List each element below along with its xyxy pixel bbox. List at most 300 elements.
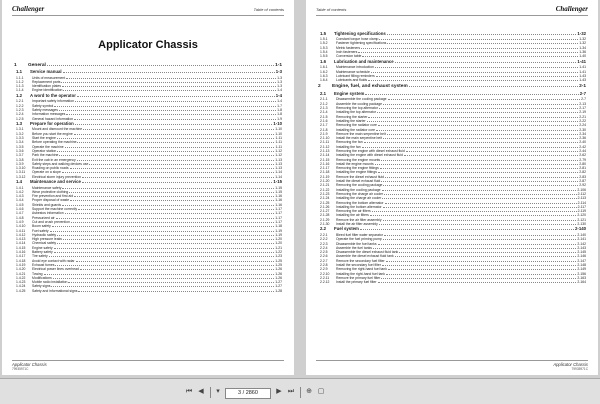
toc-entry-page: 1-3 (277, 75, 282, 80)
toc-entry-title: Tire safety (32, 254, 48, 259)
toc-entry-title: Boom safety (32, 224, 51, 229)
toc-entry-page: 2-148 (577, 263, 586, 268)
toc-leader-dots (406, 148, 578, 152)
toc-entry-page: 1-11 (275, 136, 282, 141)
toc-entry-title: Maintenance safety (32, 185, 62, 190)
toc-leader-dots (383, 183, 578, 187)
toc-leader-dots (63, 69, 275, 73)
toc-entry-page: 2-92 (579, 183, 586, 188)
toc-entry-number: 2.2.3 (320, 241, 328, 246)
toc-entry-page: 1-28 (275, 288, 282, 293)
toc-leader-dots (375, 161, 579, 165)
toc-leader-dots (63, 88, 276, 92)
toc-entry-title: Before operating the machine (32, 140, 77, 145)
toc-entry-title: Cut and crush prevention (32, 219, 70, 224)
table-of-contents (14, 60, 282, 292)
toc-entry-number: 1.4.10 (16, 224, 26, 229)
toc-leader-dots (50, 228, 275, 232)
toc-entry-page: 1-26 (275, 271, 282, 276)
toc-leader-dots (384, 191, 576, 195)
toc-entry-title: Installing the radiator core (336, 127, 376, 132)
toc-leader-dots (395, 59, 577, 63)
right-page (306, 0, 598, 375)
toc-entry-title: Metric fasteners (336, 45, 361, 50)
toc-entry-number: 2.2.10 (320, 271, 330, 276)
toc-entry-number: 2.1.27 (320, 209, 330, 214)
toc-entry-number: 2.1.12 (320, 144, 330, 149)
toc-entry-number: 2.1.23 (320, 191, 330, 196)
toc-entry-page: 2-83 (579, 174, 586, 179)
toc-entry-number: 2.2.9 (320, 267, 328, 272)
toc-entry-title: Assemble the fuel tanks (336, 245, 372, 250)
toc-entry-page: 1-17 (275, 215, 282, 220)
toc-entry-title: Conversion table (336, 54, 362, 59)
footer-code: 79935971C (12, 367, 29, 371)
toc-entry-title: Fuel safety (32, 228, 49, 233)
toc-entry-number: 1.4.6 (16, 207, 24, 212)
toc-entry-number: 1.1.3 (16, 84, 24, 89)
toc-entry-number: 1.4.11 (16, 228, 26, 233)
toc-entry-number: 1.4.23 (16, 280, 26, 285)
toc-entry-title: Remove the diesel exhaust fluid (336, 174, 385, 179)
toc-leader-dots (51, 284, 274, 288)
toc-leader-dots (52, 224, 274, 228)
toc-leader-dots (68, 280, 274, 284)
toc-leader-dots (89, 161, 274, 165)
toc-entry-title: Removing the engine with diesel exhaust fluid (336, 149, 405, 153)
toc-entry-title: Removing the engine mounts (336, 157, 381, 162)
toc-entry-title: Removing the fan (336, 140, 363, 145)
toc-entry-title: General hazard information (32, 116, 74, 121)
toc-entry-title: Removing the right-hand fuel tank (336, 267, 387, 272)
toc-entry-page: 2-147 (577, 258, 586, 263)
toc-entry-page: 1-3 (277, 84, 282, 89)
toc-entry-number: 1.6.4 (320, 78, 328, 83)
toc-entry-number: 1.2.5 (16, 116, 24, 121)
toc-entry-title: Modifications (32, 275, 52, 280)
toc-entry-title: Installing the right-hand fuel tank (336, 271, 386, 276)
toc-entry-number: 1.3.4 (16, 140, 24, 145)
toc-leader-dots (409, 84, 578, 88)
toc-entry-page: 2-44 (579, 149, 586, 153)
toc-entry-page: 2-149 (577, 267, 586, 272)
toc-entry-page: 2-146 (577, 254, 586, 259)
header-label: Table of contents (253, 7, 284, 12)
toc-leader-dots (362, 144, 579, 148)
toc-entry-title: Removing the top alternator (336, 106, 378, 111)
toc-entry-title: Identification plates (32, 84, 62, 89)
toc-entry-page: 1-7 (277, 103, 282, 108)
toc-entry-title: Removing the air filters (336, 209, 371, 214)
toc-entry[interactable] (14, 88, 282, 92)
toc-entry-title: Mobile radio installation (32, 280, 68, 285)
toc-entry-number: 1.4.13 (16, 237, 26, 242)
toc-entry-page: 1-41 (579, 65, 586, 70)
toc-entry-page: 1-15 (275, 189, 282, 194)
last-page-icon[interactable]: ⏭ (287, 388, 295, 395)
toc-entry-title: A word to the operator (30, 92, 76, 98)
toc-entry-page: 1-40 (579, 54, 586, 59)
toc-leader-dots (63, 237, 274, 241)
toc-entry-number: 1.4.8 (16, 215, 24, 220)
toc-entry-page: 1-3 (275, 68, 282, 74)
toc-entry-page: 2-21 (579, 114, 586, 119)
toc-entry-number: 2.1.6 (320, 118, 328, 123)
toc-leader-dots (375, 65, 578, 69)
toc-entry-page: 1-16 (275, 194, 282, 199)
toc-entry-title: Asbestos information (32, 211, 64, 216)
toc-leader-dots (74, 194, 274, 198)
toc-entry-page: 1-15 (273, 179, 282, 184)
toc-entry-number: 2.2.12 (320, 280, 330, 285)
toc-entry-title: Prepare for operation (30, 120, 74, 126)
toc-entry-page: 2-62 (579, 153, 586, 158)
toc-entry-number: 2.1.5 (320, 114, 328, 119)
toc-leader-dots (387, 41, 578, 45)
toc-entry-page: 2-143 (577, 245, 586, 250)
brand-logo: Challenger (555, 5, 588, 13)
toc-leader-dots (381, 275, 576, 279)
toc-entry-title: Fuel system (334, 226, 359, 232)
toc-entry-number: 1.2.1 (16, 99, 24, 104)
toc-entry-title: Installing the fan (336, 144, 361, 149)
toc-entry-number: 2 (318, 84, 321, 90)
toc-entry-page: 1-10 (275, 127, 282, 132)
toc-entry-number: 2.1.9 (320, 131, 328, 136)
toc-leader-dots (69, 189, 274, 193)
toc-entry-title: Maintenance introduction (336, 65, 374, 70)
toc-leader-dots (361, 45, 578, 49)
toc-entry-title: Before you start the engine (32, 131, 73, 136)
toc-entry-page: 2-142 (577, 241, 586, 246)
toc-entry-page: 2-156 (577, 271, 586, 276)
toc-entry-number: 2.2.2 (320, 237, 328, 242)
page-number-field[interactable]: 3 / 2860 (225, 388, 271, 399)
toc-entry-title: Safety signs (32, 284, 51, 289)
toc-entry-number: 2.2 (320, 226, 326, 232)
toc-entry-title: Constant torque hose clamp (336, 37, 379, 42)
toc-entry-title: Lubricants and fluids (336, 78, 368, 83)
toc-entry-title: Roading on public roads (32, 166, 69, 171)
toc-entry-page: 2-164 (577, 280, 586, 285)
toc-entry-title: Install the primary fuel filter (336, 280, 377, 285)
toc-entry-title: Installing the engine fittings (336, 170, 377, 175)
toc-leader-dots (82, 179, 273, 183)
toc-entry-page: 2-117 (577, 204, 586, 209)
toc-entry-title: Removing the cooling package (336, 183, 383, 188)
toc-entry-page: 2-22 (579, 118, 586, 123)
toc-entry-number: 2.1.15 (320, 157, 330, 162)
toc-entry-number: 2.1.13 (320, 149, 330, 153)
toc-entry-title: Battery safety (32, 250, 53, 255)
toc-leader-dots (62, 84, 276, 88)
fit-page-icon[interactable]: ▢ (317, 388, 325, 395)
toc-leader-dots (382, 196, 576, 200)
toc-entry-number: 1.3.12 (16, 174, 26, 179)
first-page-icon[interactable]: ⏮ (185, 388, 193, 395)
toc-entry-title: Safety steps and walking devices use (32, 161, 89, 166)
toc-leader-dots (57, 241, 274, 245)
toc-leader-dots (54, 245, 275, 249)
toc-entry-page: 1-11 (275, 144, 282, 149)
toc-entry-title: Electrical power lines overhead (32, 267, 79, 272)
toc-entry-page: 1-8 (277, 107, 282, 112)
toc-entry-page: 1-41 (577, 58, 586, 64)
toc-entry-title: Install the main serpentine belt (336, 136, 382, 141)
toc-entry-title: Removing the charge air cooler (336, 191, 384, 196)
toc-entry-page: 1-19 (275, 232, 282, 237)
toc-entry-number: 1.2.4 (16, 112, 24, 117)
toc-leader-dots (55, 262, 274, 266)
toolbar-divider (300, 387, 301, 398)
toc-leader-dots (358, 49, 578, 53)
toc-entry-page: 1-36 (579, 50, 586, 55)
toc-entry-page: 2-1 (579, 84, 586, 90)
toc-leader-dots (368, 78, 578, 82)
toc-entry-number: 2.2.5 (320, 250, 328, 255)
toc-entry[interactable] (318, 54, 586, 58)
toc-entry-number: 2.1.22 (320, 187, 330, 192)
toc-leader-dots (379, 37, 578, 41)
toc-entry[interactable] (14, 174, 282, 178)
toc-leader-dots (385, 200, 577, 204)
toc-leader-dots (57, 135, 275, 139)
toc-leader-dots (76, 258, 275, 262)
toc-entry-number: 1.4.19 (16, 262, 26, 267)
toc-leader-dots (54, 103, 276, 107)
toc-entry-number: 1.4.5 (16, 202, 24, 207)
toc-entry-title: Electrical storm injury prevention (32, 174, 81, 179)
toc-entry-number: 1.4.3 (16, 194, 24, 199)
toc-entry[interactable] (318, 84, 586, 90)
toc-entry-page: 2-7 (581, 97, 586, 102)
toc-entry-title: Service manual (30, 68, 62, 74)
toc-entry-page: 1-16 (275, 202, 282, 207)
toc-leader-dots (380, 166, 578, 170)
toc-leader-dots (381, 178, 578, 182)
toc-entry-title: Lubrication and maintenance (334, 58, 394, 64)
toc-entry-number: 2.2.8 (320, 263, 328, 268)
toc-leader-dots (71, 219, 274, 223)
toc-entry-number: 2.1.11 (320, 140, 330, 145)
toc-entry-number: 1.3.9 (16, 161, 24, 166)
toc-entry-number: 2.1.25 (320, 200, 330, 205)
toc-leader-dots (61, 79, 276, 83)
toc-entry-page: 2-141 (577, 237, 586, 242)
toc-leader-dots (368, 114, 578, 118)
toc-leader-dots (62, 202, 274, 206)
toc-entry-number: 1.4.4 (16, 198, 24, 203)
toc-entry-page: 2-119 (577, 209, 586, 214)
toc-leader-dots (54, 249, 274, 253)
toc-entry-page: 1-9 (277, 116, 282, 121)
toc-entry-page: 1-3 (277, 79, 282, 84)
toc-entry-number: 1.3.10 (16, 166, 26, 171)
toc-entry-page: 1-1 (275, 62, 282, 68)
toc-leader-dots (388, 97, 581, 101)
toc-leader-dots (376, 127, 578, 131)
toc-entry-number: 2.1.17 (320, 166, 330, 171)
toc-entry-title: Removing the radiator core (336, 123, 377, 128)
toc-leader-dots (387, 131, 578, 135)
toc-entry-number: 1.3.8 (16, 157, 24, 162)
toc-entry-page: 1-17 (275, 211, 282, 216)
toc-entry-page: 2-79 (579, 157, 586, 162)
toc-leader-dots (372, 209, 577, 213)
toc-entry-title: Installing the top alternator (336, 110, 376, 115)
toc-entry-title: Tightening specifications (334, 30, 386, 36)
toc-entry-title: Installing the charge air cooler (336, 196, 382, 201)
toc-entry-page: 2-36 (579, 136, 586, 141)
toc-entry-title: Maintenance and service (30, 179, 81, 184)
toc-entry[interactable] (14, 62, 282, 68)
toc-entry-page: 1-43 (579, 78, 586, 83)
toolbar-divider (210, 387, 211, 398)
toc-entry-page: 1-32 (579, 37, 586, 42)
toc-leader-dots (378, 170, 578, 174)
toc-entry-page: 2-80 (579, 161, 586, 166)
toc-entry-page: 1-16 (275, 198, 282, 203)
toc-entry-title: Assemble the cooling package (336, 101, 382, 106)
toc-entry-page: 1-21 (275, 245, 282, 250)
toc-entry-title: Maintenance schedule (336, 69, 370, 74)
footer-code: 79935971C (571, 367, 588, 371)
toc-entry-title: Disassemble the diesel exhaust fluid tank (336, 250, 399, 255)
toc-leader-dots (78, 288, 274, 292)
toc-entry-page: 2-34 (579, 131, 586, 136)
toc-leader-dots (66, 75, 276, 79)
toc-entry-number: 2.1.8 (320, 127, 328, 132)
toc-entry[interactable] (318, 78, 586, 82)
toc-entry-number: 1.6.1 (320, 65, 328, 70)
toc-entry-number: 1.1.2 (16, 79, 24, 84)
toc-entry-page: 1-14 (275, 174, 282, 179)
toc-leader-dots (399, 250, 576, 254)
toc-leader-dots (70, 166, 275, 170)
toc-leader-dots (56, 215, 275, 219)
toc-entry-page: 1-10 (273, 120, 282, 126)
toc-leader-dots (378, 241, 577, 245)
toc-leader-dots (57, 232, 274, 236)
toc-leader-dots (379, 221, 576, 225)
toc-entry-page: 1-13 (275, 166, 282, 171)
toc-entry-number: 1.4.20 (16, 267, 26, 272)
toc-entry-title: Removing the engine fittings (336, 166, 379, 171)
toc-leader-dots (376, 73, 579, 77)
toc-entry-number: 2.1.2 (320, 101, 328, 106)
toc-leader-dots (384, 232, 576, 236)
toc-leader-dots (80, 267, 274, 271)
toc-entry-page: 1-20 (275, 237, 282, 242)
toc-entry-page: 2-112 (577, 191, 586, 196)
toc-entry[interactable] (318, 221, 586, 225)
toc-leader-dots (59, 107, 276, 111)
toc-entry[interactable] (14, 288, 282, 292)
toc-leader-dots (383, 217, 577, 221)
toc-entry-number: 2.1.29 (320, 217, 330, 222)
zoom-icon[interactable]: ⊕ (306, 388, 312, 395)
toc-entry-page: 1-27 (275, 280, 282, 285)
toc-entry-page: 1-25 (275, 258, 282, 263)
toc-leader-dots (77, 93, 275, 97)
toc-entry-page: 2-145 (577, 250, 586, 255)
toc-entry-title: Engine system (334, 90, 365, 96)
toc-entry-page: 2-121 (577, 217, 586, 222)
toc-entry-page: 2-19 (579, 110, 586, 115)
toc-entry-number: 1.3.7 (16, 153, 24, 158)
toc-leader-dots (383, 237, 577, 241)
toc-entry-number: 1.5.4 (320, 50, 328, 55)
toc-entry-title: Engine, fuel, and exhaust system (332, 84, 408, 90)
toc-entry-number: 1.5 (320, 30, 326, 36)
toc-entry[interactable] (318, 280, 586, 284)
next-page-icon[interactable]: ▶ (276, 388, 282, 395)
toc-entry-title: Disassemble the cooling package (336, 97, 387, 102)
toc-entry-title: Operate the machine (32, 144, 64, 149)
toc-leader-dots (66, 112, 276, 116)
toc-leader-dots (371, 69, 578, 73)
brand-logo: Challenger (12, 5, 45, 13)
toc-entry-title: Installing the starter (336, 118, 366, 123)
toc-leader-dots (49, 254, 275, 258)
toc-entry-page: 1-20 (275, 241, 282, 246)
toc-entry-title: Replacement parts (32, 79, 61, 84)
toc-entry-number: 1.4.21 (16, 271, 26, 276)
toc-leader-dots (382, 187, 577, 191)
toc-entry-title: Installing the air filters (336, 213, 369, 218)
toc-entry-page: 1-4 (277, 88, 282, 93)
toc-leader-dots (57, 148, 274, 152)
toc-entry-number: 1.4.17 (16, 254, 26, 259)
toc-leader-dots (388, 267, 576, 271)
toc-entry-title: Lubricant filling reminders (336, 73, 375, 78)
toc-entry-number: 2.1.30 (320, 222, 330, 227)
toc-entry-page: 2-130 (577, 222, 586, 227)
toc-entry-page: 1-27 (275, 284, 282, 289)
toc-entry-title: Safety and informational signs (32, 288, 78, 293)
toc-entry-page: 2-24 (579, 123, 586, 128)
toc-entry-number: 1.4.1 (16, 185, 24, 190)
toc-entry-number: 1.4.2 (16, 189, 24, 194)
toc-entry-number: 2.2.6 (320, 254, 328, 259)
toc-entry-number: 1.3 (16, 120, 22, 126)
toc-entry-number: 2.1.26 (320, 204, 330, 209)
bookmark-icon[interactable]: ▾ (216, 388, 220, 395)
toc-entry-number: 1.2.3 (16, 107, 24, 112)
toc-leader-dots (373, 245, 576, 249)
previous-page-icon[interactable]: ◀ (198, 388, 204, 395)
toc-entry-title: Disassemble the fuel tanks (336, 241, 377, 246)
toc-entry-number: 1.4.12 (16, 232, 26, 237)
toc-leader-dots (378, 280, 577, 284)
toc-entry-title: Bleed fuel filter water separator (336, 232, 383, 237)
toc-entry-title: Remove the primary fuel filter (336, 275, 381, 280)
toc-entry-number: 1.4.22 (16, 275, 26, 280)
toc-entry-title: Operate on a slope (32, 170, 61, 175)
toc-entry-number: 1.5.5 (320, 54, 328, 59)
toc-entry-number: 1.3.6 (16, 148, 24, 153)
toc-entry[interactable] (14, 116, 282, 120)
toc-leader-dots (364, 140, 579, 144)
toc-entry-number: 2.1.10 (320, 136, 330, 141)
toc-entry-page: 2-87 (579, 179, 586, 184)
toc-entry-page: 2-17 (579, 106, 586, 111)
toc-entry-title: Exit the cab in an emergency (32, 157, 76, 162)
toc-entry-number: 1.4.16 (16, 250, 26, 255)
toc-entry-title: Avoid eye contact with radar (32, 258, 75, 263)
footer-title: Applicator Chassis (553, 362, 588, 367)
toc-entry-page: 1-13 (275, 161, 282, 166)
